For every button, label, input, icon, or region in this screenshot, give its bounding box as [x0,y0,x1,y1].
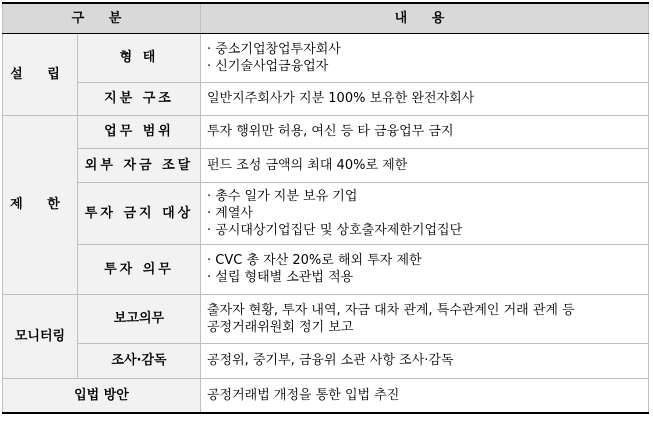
table-row [3,378,649,413]
content-cell [201,82,649,115]
table-row [3,182,649,244]
content-cell [201,244,649,294]
table-row [3,82,649,115]
subcategory-prohibited-targets: 투자 금지 대상 [78,182,201,244]
content-cell [201,294,649,343]
content-line: · 계열사 [207,205,253,221]
content-line: 출자자 현황, 투자 내역, 자금 대차 관계, 특수관계인 거래 관계 등 [207,302,575,318]
content-line: 공정거래법 개정을 통한 입법 추진 [207,387,400,403]
content-line: 펀드 조성 금액의 최대 40%로 제한 [207,157,408,173]
content-line: · 중소기업창업투자회사 [207,41,341,57]
content-line: 공정위, 중기부, 금융위 소관 사항 조사·감독 [207,353,454,368]
table-row [3,148,649,182]
category-establishment: 설 립 [3,33,78,115]
content-line: · CVC 총 자산 20%로 해외 투자 제한 [207,253,422,268]
table-row [3,115,649,148]
category-restriction: 제 한 [3,115,78,294]
content-line: · 총수 일가 지분 보유 기업 [207,188,358,204]
content-cell [201,115,649,148]
subcategory-external-funding: 외부 자금 조달 [78,148,201,182]
subcategory-reporting: 보고의무 [78,294,201,343]
content-line: 일반지주회사가 지분 100% 보유한 완전자회사 [207,91,475,106]
category-monitoring: 모니터링 [3,294,78,378]
cvc-regulation-table [2,2,649,414]
content-cell [201,343,649,378]
header-category: 구 분 [3,3,201,33]
header-content: 내 용 [201,3,649,33]
content-line: · 설립 형태별 소관법 적용 [207,270,354,285]
content-line: · 공시대상기업집단 및 상호출자제한기업집단 [207,222,463,238]
subcategory-form: 형 태 [78,33,201,82]
table-row [3,33,649,82]
table-header-row [3,3,649,33]
table-row [3,294,649,343]
table-row [3,343,649,378]
content-cell [201,182,649,244]
category-legislation: 입법 방안 [3,378,201,413]
subcategory-investigation: 조사·감독 [78,343,201,378]
content-line: 투자 행위만 허용, 여신 등 타 금융업무 금지 [207,124,454,139]
subcategory-ownership: 지분 구조 [78,82,201,115]
content-line: · 신기술사업금융업자 [207,58,329,74]
content-line: 공정거래위원회 정기 보고 [207,319,354,335]
content-cell [201,148,649,182]
table-row [3,244,649,294]
content-cell [201,378,649,413]
content-cell [201,33,649,82]
subcategory-business-scope: 업무 범위 [78,115,201,148]
subcategory-investment-duty: 투자 의무 [78,244,201,294]
